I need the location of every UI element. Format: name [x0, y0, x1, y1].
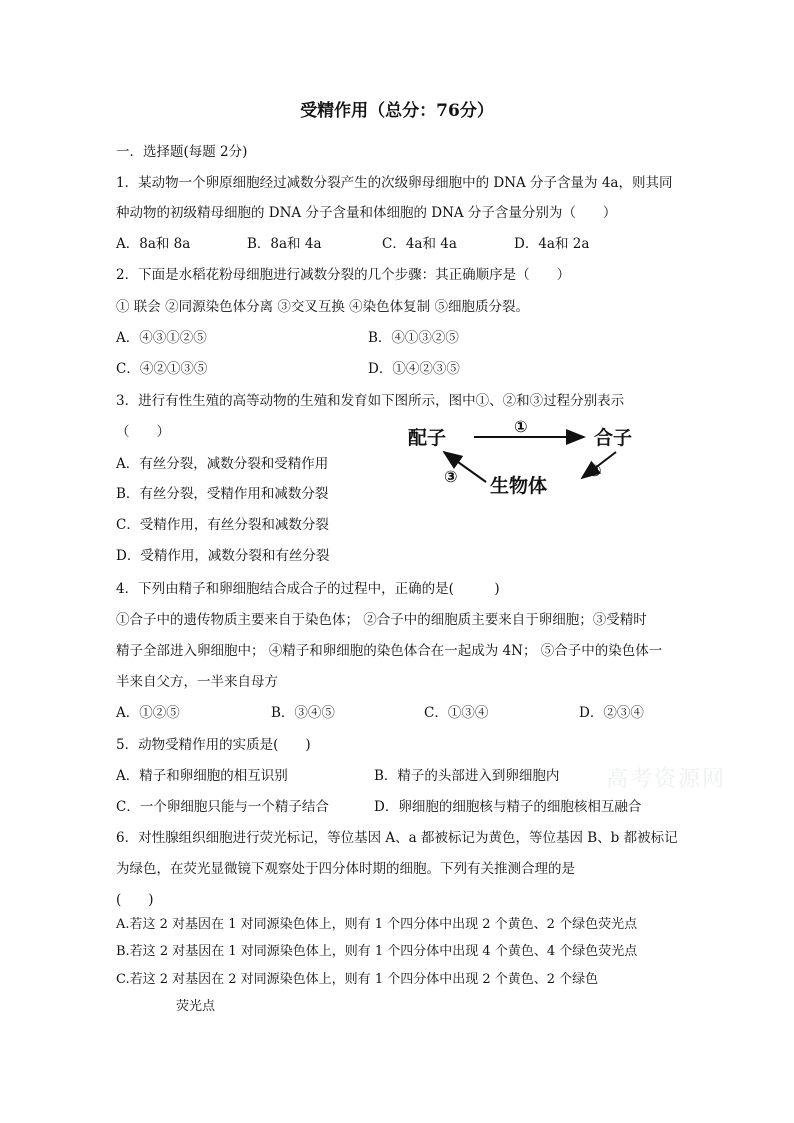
q3-option-a: A．有丝分裂，减数分裂和受精作用	[116, 456, 329, 472]
q6-stem-line1: 6．对性腺组织细胞进行荧光标记，等位基因 A、a 都被标记为黄色，等位基因 B、b 都被标记	[116, 830, 678, 846]
q1-option-b: B．8a和 4a	[247, 236, 322, 252]
q6-option-b: B.若这 2 对基因在 1 对同源染色体上，则有 1 个四分体中出现 4 个黄色、4 个绿色荧光点	[116, 944, 638, 959]
q2-stem-line2: ① 联会 ②同源染色体分离 ③交叉互换 ④染色体复制 ⑤细胞质分裂。	[116, 299, 529, 315]
q5-option-c: C．一个卵细胞只能与一个精子结合	[116, 799, 329, 815]
q2-option-d: D．①④②③⑤	[368, 361, 460, 377]
q6-option-a: A.若这 2 对基因在 1 对同源染色体上，则有 1 个四分体中出现 2 个黄色、2 个绿色荧光点	[116, 917, 638, 932]
arrow-3-label: ③	[444, 467, 458, 486]
q1-stem-line2: 种动物的初级精母细胞的 DNA 分子含量和体细胞的 DNA 分子含量分别为（ ）	[116, 205, 617, 221]
q1-option-d: D．4a和 2a	[514, 236, 590, 252]
q3-option-d: D．受精作用，减数分裂和有丝分裂	[116, 548, 330, 564]
q6-option-c-line2: 荧光点	[176, 999, 216, 1014]
q1-stem-line1: 1．某动物一个卵原细胞经过减数分裂产生的次级卵母细胞中的 DNA 分子含量为 4a，则其同	[116, 175, 673, 191]
q4-stem-line2: ①合子中的遗传物质主要来自于染色体； ②合子中的细胞质主要来自于卵细胞；③受精时	[116, 612, 647, 628]
q1-option-a: A．8a和 8a	[116, 236, 191, 252]
q3-option-b: B．有丝分裂，受精作用和减数分裂	[116, 486, 329, 502]
q6-option-c-line1: C.若这 2 对基因在 2 对同源染色体上，则有 1 个四分体中出现 2 个黄色、2 个绿色	[116, 972, 599, 987]
arrow-2-label: ②	[588, 461, 602, 480]
diagram-zygote-label: 合子	[594, 427, 633, 449]
q5-stem: 5．动物受精作用的实质是( )	[116, 737, 311, 753]
q4-stem-line4: 半来自父方，一半来自母方	[116, 674, 278, 690]
q1-option-c: C．4a和 4a	[382, 236, 457, 252]
watermark: 高考资源网	[606, 767, 727, 792]
q2-option-c: C．④②①③⑤	[116, 361, 208, 377]
q2-stem-line1: 2．下面是水稻花粉母细胞进行减数分裂的几个步骤：其正确顺序是（ ）	[116, 267, 571, 283]
q5-option-b: B．精子的头部进入到卵细胞内	[374, 768, 560, 784]
q3-stem-line1: 3．进行有性生殖的高等动物的生殖和发育如下图所示，图中①、②和③过程分别表示	[116, 393, 625, 409]
q4-option-c: C．①③④	[424, 705, 489, 721]
q4-option-b: B．③④⑤	[271, 705, 335, 721]
diagram-gamete-label: 配子	[408, 427, 447, 449]
section-heading: 一．选择题(每题 2分)	[116, 144, 248, 160]
q4-stem-line1: 4．下列由精子和卵细胞结合成合子的过程中，正确的是( )	[116, 581, 500, 597]
q2-option-a: A．④③①②⑤	[116, 330, 207, 346]
arrow-1-label: ①	[514, 417, 528, 436]
q3-stem-line2: （ ）	[116, 424, 170, 440]
diagram-organism-label: 生物体	[490, 475, 548, 497]
q4-option-a: A．①②⑤	[116, 705, 180, 721]
q2-option-b: B．④①③②⑤	[368, 330, 459, 346]
q3-option-c: C．受精作用，有丝分裂和减数分裂	[116, 517, 329, 533]
q6-stem-line2: 为绿色，在荧光显微镜下观察处于四分体时期的细胞。下列有关推测合理的是	[116, 861, 575, 877]
page-title: 受精作用（总分：76分）	[300, 101, 494, 121]
q6-stem-line3: ( )	[116, 892, 154, 908]
q5-option-a: A．精子和卵细胞的相互识别	[116, 768, 288, 784]
q5-option-d: D．卵细胞的细胞核与精子的细胞核相互融合	[374, 799, 642, 815]
life-cycle-diagram	[404, 416, 654, 506]
q4-stem-line3: 精子全部进入卵细胞中； ④精子和卵细胞的染色体合在一起成为 4N； ⑤合子中的染色体一	[116, 643, 663, 659]
q4-option-d: D．②③④	[579, 705, 644, 721]
